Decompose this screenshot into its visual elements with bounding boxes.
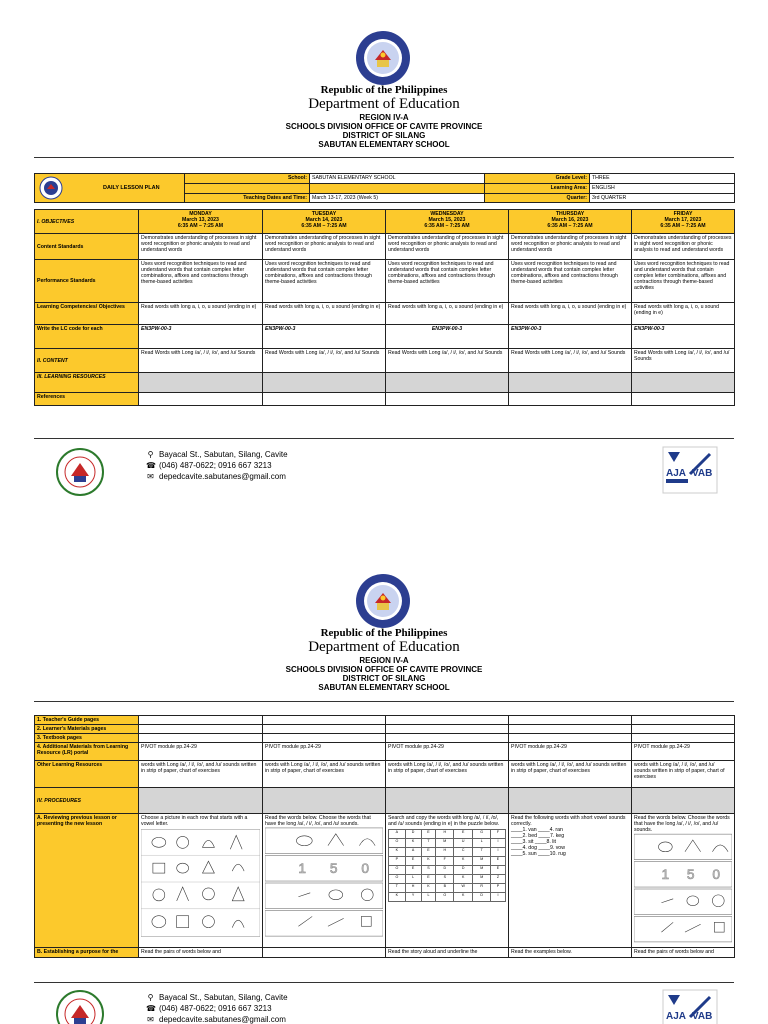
lc-code-cell: EN3PW-00-3 [509,325,632,349]
lm-label: 2. Learner's Materials pages [35,725,139,734]
svg-text:5: 5 [686,867,695,883]
competencies-cell: Read words with long a, i, o, u sound (ending in e) [386,303,509,325]
puzzle-letter: M [436,839,454,848]
svg-text:1: 1 [298,861,307,877]
content-cell: Read Words with Long /a/, / i/, /o/, and /u/ Sounds [263,349,386,373]
puzzle-letter: K [454,893,473,902]
footer-divider [34,982,734,983]
puzzle-letter: F [490,830,505,839]
puzzle-row [389,893,506,902]
svg-text:VAB: VAB [692,1011,713,1022]
short-vowel-item: ____2. bed ____7. keg [511,833,565,839]
competencies-label: Learning Competencies/ Objectives [35,303,139,325]
purpose-monday: Read the pairs of words below and [139,948,263,958]
puzzle-letter: U [454,839,473,848]
puzzle-row [389,866,506,875]
lc-code-cell: EN3PW-00-3 [263,325,386,349]
mail-icon: ✉ [147,472,154,481]
deped-seal-icon [355,573,411,629]
competencies-cell: Read words with long a, i, o, u sound (ending in e) [139,303,263,325]
puzzle-letter: E [421,875,436,884]
puzzle-letter: E [421,848,436,857]
puzzle-letter: K [454,875,473,884]
competencies-cell: Read words with long a, i, o, u sound (ending in e) [263,303,386,325]
procedures-table [34,715,735,958]
puzzle-letter: E [421,830,436,839]
performance-cell: Uses word recognition techniques to read and understand words that contain complex letter combinations, affixes and contractions through theme-based activities [632,260,735,303]
puzzle-letter: D [405,830,421,839]
puzzle-letter: O [436,893,454,902]
puzzle-letter: C [454,848,473,857]
content-standards-cell: Demonstrates understanding of processes in sight word recognition or phonic analysis to read and understand words [386,234,509,260]
performance-cell: Uses word recognition techniques to read and understand words that contain complex letter combinations, affixes and contractions through theme-based activities [386,260,509,303]
short-vowel-item: ____5. sun ____10. rug [511,851,566,857]
footer-email: depedcavite.sabutanes@gmail.com [159,1015,286,1024]
puzzle-letter: K [389,848,406,857]
purpose-label: B. Establishing a purpose for the [35,948,139,958]
review-wednesday-text: Search and copy the words with long /a/, / i/, /o/, and /u/ sounds (ending in e) in the puzzle below. [388,815,500,827]
other-resources-cell: words with Long /a/, / i/, /o/, and /u/ sounds written in strip of paper, chart of exercises [386,761,509,788]
puzzle-row [389,848,506,857]
header-divider [34,157,734,158]
lesson-info-table [34,173,735,203]
footer-phone: (046) 487-0622; 0916 667 3213 [159,461,272,470]
puzzle-letter: W [454,884,473,893]
puzzle-letter: M [473,875,491,884]
school-label: School: [185,174,310,184]
puzzle-letter: I [490,848,505,857]
other-resources-label: Other Learning Resources [35,761,139,788]
location-pin-icon: ⚲ [147,450,154,459]
performance-cell: Uses word recognition techniques to read and understand words that contain complex letter combinations, affixes and contractions through theme-based activities [263,260,386,303]
puzzle-letter: F [436,857,454,866]
phone-icon: ☎ [146,1004,156,1013]
word-search-puzzle [388,829,506,902]
puzzle-letter: L [421,893,436,902]
puzzle-letter: S [436,875,454,884]
content-standards-cell: Demonstrates understanding of processes in sight word recognition or phonic analysis to read and understand words [263,234,386,260]
puzzle-letter: P [389,857,406,866]
footer-address: Bayacal St., Sabutan, Silang, Cavite [159,993,288,1002]
puzzle-letter: D [454,866,473,875]
objectives-table [34,209,735,406]
puzzle-letter: B [436,884,454,893]
puzzle-letter: T [389,884,406,893]
puzzle-letter: E [490,857,505,866]
short-vowel-item: ____3. sit ____8. lit [511,839,556,845]
additional-materials-label: 4. Additional Materials from Learning Resource (LR) portal [35,743,139,761]
district-heading: DISTRICT OF SILANG [342,674,426,683]
purpose-wednesday: Read the story aloud and underline the [386,948,509,958]
purpose-tuesday [263,948,386,958]
short-vowel-item: ____4. dog ____9. vow [511,845,565,851]
purpose-friday: Read the pairs of words below and [632,948,735,958]
puzzle-letter: L [405,875,421,884]
module-cell: PIVOT module pp.24-29 [263,743,386,761]
puzzle-letter: E [405,866,421,875]
day-monday: MONDAY March 13, 2023 6:35 AM – 7:25 AM [139,210,263,234]
puzzle-row [389,839,506,848]
certification-logo-icon [662,446,718,500]
puzzle-letter: L [473,839,491,848]
day-wednesday: WEDNESDAY March 15, 2023 6:35 AM – 7:25 AM [386,210,509,234]
dlp-title: DAILY LESSON PLAN [103,185,160,191]
puzzle-letter: O [389,875,406,884]
area-value: ENGLISH [590,184,735,193]
content-standards-cell: Demonstrates understanding of processes in sight word recognition or phonic analysis to read and understand words [509,234,632,260]
quarter-label: Quarter: [485,193,590,202]
puzzle-letter: G [473,830,491,839]
school-heading: SABUTAN ELEMENTARY SCHOOL [318,683,450,692]
content-cell: Read Words with Long /a/, / i/, /o/, and /u/ Sounds [509,349,632,373]
review-friday-text: Read the words below. Choose the words that have the long /a/, / i/, /o/, and /u/ sounds. [634,815,730,833]
quarter-value: 3rd QUARTER [590,193,735,202]
competencies-cell: Read words with long a, i, o, u sound (ending in e) [632,303,735,325]
lc-code-cell: EN3PW-00-3 [386,325,509,349]
module-cell: PIVOT module pp.24-29 [139,743,263,761]
puzzle-letter: K [405,839,421,848]
puzzle-letter: K [421,884,436,893]
puzzle-row [389,875,506,884]
review-tuesday-cell [263,814,386,948]
page-footer [34,989,734,1024]
day-friday: FRIDAY March 17, 2023 6:35 AM – 7:25 AM [632,210,735,234]
svg-text:5: 5 [329,861,338,877]
other-resources-cell: words with Long /a/, / i/, /o/, and /u/ sounds written in strip of paper, chart of exercises [263,761,386,788]
svg-text:AJA: AJA [666,1011,687,1022]
mail-icon: ✉ [147,1015,154,1024]
puzzle-letter: P [490,884,505,893]
svg-text:VAB: VAB [692,468,713,479]
school-seal-icon [56,990,104,1024]
page-footer [34,446,734,506]
performance-cell: Uses word recognition techniques to read and understand words that contain complex letter combinations, affixes and contractions through theme-based activities [139,260,263,303]
puzzle-letter: D [473,893,491,902]
puzzle-row [389,830,506,839]
module-cell: PIVOT module pp.24-29 [386,743,509,761]
module-cell: PIVOT module pp.24-29 [509,743,632,761]
content-cell: Read Words with Long /a/, / i/, /o/, and /u/ Sounds [139,349,263,373]
lc-code-cell: EN3PW-00-3 [139,325,263,349]
content-cell: Read Words with Long /a/, / i/, /o/, and /u/ Sounds [632,349,735,373]
content-cell: Read Words with Long /a/, / i/, /o/, and /u/ Sounds [386,349,509,373]
dlp-title-cell [35,174,185,203]
svg-text:0: 0 [361,861,370,877]
puzzle-letter: H [436,848,454,857]
competencies-cell: Read words with long a, i, o, u sound (ending in e) [509,303,632,325]
phone-icon: ☎ [146,461,156,470]
puzzle-letter: R [473,884,491,893]
puzzle-letter: Y [405,893,421,902]
department-heading: Department of Education [308,639,460,655]
dates-label: Teaching Dates and Time: [185,193,310,202]
puzzle-letter: E [490,866,505,875]
school-seal-icon [56,448,104,496]
performance-cell: Uses word recognition techniques to read and understand words that contain complex letter combinations, affixes and contractions through theme-based activities [509,260,632,303]
header-divider [34,701,734,702]
other-resources-cell: words with Long /a/, / i/, /o/, and /u/ sounds written in strip of paper, chart of exercises [139,761,263,788]
page-2 [0,545,768,1024]
puzzle-letter: T [421,839,436,848]
footer-address: Bayacal St., Sabutan, Silang, Cavite [159,450,288,459]
purpose-thursday: Read the examples below. [509,948,632,958]
content-standards-cell: Demonstrates understanding of processes in sight word recognition or phonic analysis to read and understand words [632,234,735,260]
other-resources-cell: words with Long /a/, / i/, /o/, and /u/ sounds written in strip of paper, chart of exercises [509,761,632,788]
school-heading: SABUTAN ELEMENTARY SCHOOL [318,140,450,149]
puzzle-letter: M [473,866,491,875]
lc-code-cell: EN3PW-00-3 [632,325,735,349]
puzzle-letter: Z [490,875,505,884]
department-heading: Department of Education [308,96,460,112]
module-cell: PIVOT module pp.24-29 [632,743,735,761]
review-wednesday-cell [386,814,509,948]
review-label: A. Reviewing previous lesson or presenting the new lesson [35,814,139,948]
puzzle-letter: E [405,857,421,866]
school-logo-icon [39,176,63,200]
location-pin-icon: ⚲ [147,993,154,1002]
puzzle-letter: H [436,830,454,839]
grade-label: Grade Level: [485,174,590,184]
division-heading: SCHOOLS DIVISION OFFICE OF CAVITE PROVINCE [285,122,483,131]
objectives-label: I. OBJECTIVES [35,210,139,234]
long-vowel-worksheet [265,827,383,939]
tg-label: 1. Teacher's Guide pages [35,716,139,725]
puzzle-letter: S [421,866,436,875]
svg-text:AJA: AJA [666,468,687,479]
puzzle-letter: M [473,857,491,866]
references-label: References [35,393,139,406]
puzzle-row [389,857,506,866]
puzzle-letter: O [389,839,406,848]
review-monday-cell [139,814,263,948]
lc-code-label: Write the LC code for each [35,325,139,349]
grade-value: THREE [590,174,735,184]
puzzle-letter: H [405,884,421,893]
puzzle-row [389,884,506,893]
dates-value: March 13-17, 2023 (Week 5) [310,193,485,202]
puzzle-letter: I [490,839,505,848]
content-standards-label: Content Standards [35,234,139,260]
puzzle-letter: K [454,857,473,866]
content-standards-cell: Demonstrates understanding of processes in sight word recognition or phonic analysis to read and understand words [139,234,263,260]
certification-logo-icon [662,989,718,1024]
puzzle-letter: D [436,866,454,875]
republic-heading: Republic of the Philippines [320,627,448,639]
puzzle-letter: K [389,893,406,902]
tb-label: 3. Textbook pages [35,734,139,743]
performance-standards-label: Performance Standards [35,260,139,303]
puzzle-letter: T [473,848,491,857]
puzzle-letter: K [421,857,436,866]
footer-email: depedcavite.sabutanes@gmail.com [159,472,286,481]
review-thursday-cell [509,814,632,948]
puzzle-letter: A [389,830,406,839]
region-heading: REGION IV-A [359,113,409,122]
picture-choice-worksheet [141,827,260,939]
review-tuesday-text: Read the words below. Choose the words that have the long /a/, / i/, /o/, and /u/ sounds. [265,815,371,827]
svg-text:1: 1 [661,867,670,883]
review-monday-text: Choose a picture in each row that starts with a vowel letter. [141,815,248,827]
puzzle-letter: E [454,830,473,839]
area-label: Learning Area: [485,184,590,193]
day-tuesday: TUESDAY March 14, 2023 6:35 AM – 7:25 AM [263,210,386,234]
puzzle-letter: O [389,866,406,875]
puzzle-letter: A [405,848,421,857]
short-vowel-item: ____1. van ____4. ran [511,827,563,833]
school-value: SABUTAN ELEMENTARY SCHOOL [310,174,485,184]
short-vowel-list [511,827,629,857]
footer-phone: (046) 487-0622; 0916 667 3213 [159,1004,272,1013]
svg-text:0: 0 [712,867,721,883]
footer-divider [34,438,734,439]
review-thursday-text: Read the following words with short vowel sounds correctly. [511,815,626,827]
other-resources-cell: words with Long /a/, / i/, /o/, and /u/ sounds written in strip of paper, chart of exercises [632,761,735,788]
deped-seal-icon [355,30,411,86]
review-friday-cell [632,814,735,948]
puzzle-letter: I [490,893,505,902]
region-heading: REGION IV-A [359,656,409,665]
republic-heading: Republic of the Philippines [320,84,448,96]
division-heading: SCHOOLS DIVISION OFFICE OF CAVITE PROVINCE [285,665,483,674]
day-thursday: THURSDAY March 16, 2023 6:35 AM – 7:25 AM [509,210,632,234]
content-label: II. CONTENT [35,349,139,373]
district-heading: DISTRICT OF SILANG [342,131,426,140]
long-vowel-worksheet [634,833,732,945]
procedures-label: IV. PROCEDURES [35,788,139,814]
resources-label: III. LEARNING RESOURCES [35,373,139,393]
